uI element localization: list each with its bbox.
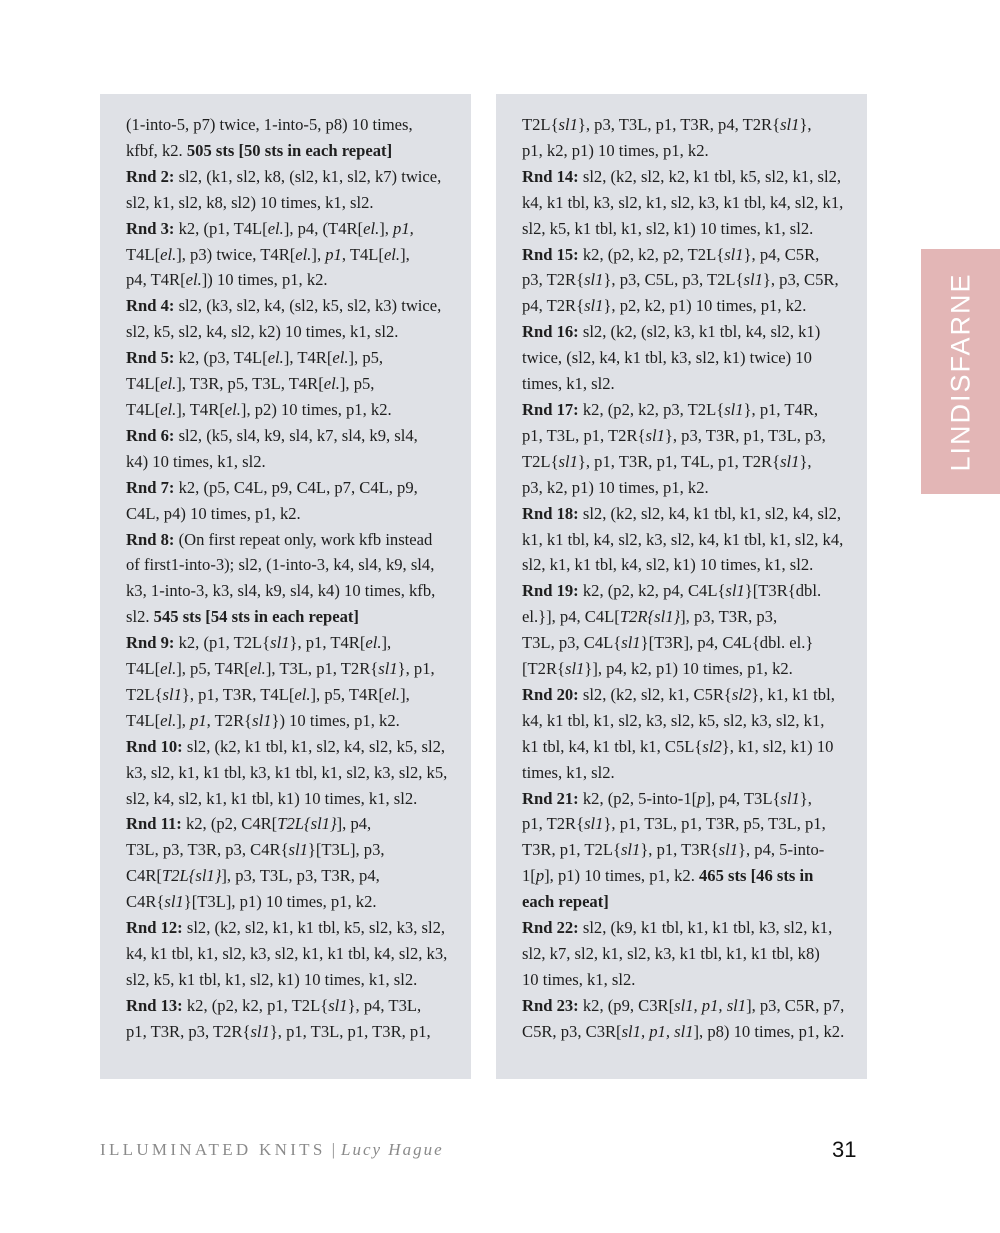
pattern-line — [522, 216, 847, 242]
pattern-line — [126, 190, 451, 216]
pattern-text: }, p4, C5R, — [743, 244, 820, 264]
pattern-line — [126, 863, 451, 889]
pattern-line — [126, 630, 451, 656]
pattern-italic-text: sl1 — [725, 581, 745, 601]
pattern-line — [126, 941, 451, 967]
pattern-line — [522, 708, 847, 734]
pattern-text: ], p4, (T4R[ — [283, 218, 364, 238]
pattern-text: k1, k1 tbl, k4, sl2, k3, sl2, k4, k1 tbl, k1, sl2, k4, — [522, 529, 844, 549]
pattern-italic-text: el. — [323, 374, 340, 394]
pattern-line — [126, 915, 451, 941]
pattern-text: T4L[ — [126, 710, 161, 730]
pattern-text: }, k1, k1 tbl, — [751, 684, 835, 704]
pattern-text: }, p3, C5L, p3, T2L{ — [603, 270, 744, 290]
pattern-text: (1-into-5, p7) twice, 1-into-5, p8) 10 times, — [126, 115, 413, 134]
pattern-line — [522, 811, 847, 837]
pattern-bold-text: Rnd 6: — [126, 425, 175, 445]
running-footer — [100, 1140, 444, 1160]
pattern-text: ], — [400, 244, 410, 264]
pattern-text: T2L{ — [522, 451, 559, 471]
pattern-line — [126, 267, 451, 293]
pattern-text: p1, k2, p1) 10 times, p1, k2. — [522, 140, 709, 160]
pattern-bold-text: Rnd 21: — [522, 788, 579, 808]
pattern-text: k2, (p1, T4L[ — [174, 218, 268, 238]
footer-author: Lucy Hague — [341, 1140, 444, 1159]
pattern-text: T3L, p3, T3R, p3, C4R{ — [126, 840, 289, 860]
pattern-text: ], p4, T3L{ — [705, 788, 781, 808]
pattern-text: k2, (p5, C4L, p9, C4L, p7, C4L, p9, — [174, 477, 418, 497]
pattern-text: ], p5, T4R[ — [176, 659, 250, 679]
pattern-text: k2, (p9, C3R[ — [578, 995, 675, 1015]
pattern-text: ], T3R, p5, T3L, T4R[ — [176, 374, 324, 394]
pattern-line — [522, 293, 847, 319]
pattern-italic-text: sl1 — [743, 270, 763, 290]
pattern-line — [522, 397, 847, 423]
pattern-text: sl2, k1, sl2, k8, sl2) 10 times, k1, sl2. — [126, 192, 374, 212]
pattern-text: ], p1) 10 times, p1, k2. — [544, 866, 699, 886]
pattern-text: }, p3, T3L, p1, T3R, p4, T2R{ — [577, 115, 781, 134]
pattern-italic-text: p1 — [190, 710, 207, 730]
pattern-text: k2, (p2, k2, p4, C4L{ — [578, 581, 726, 601]
pattern-text: ], — [176, 710, 191, 730]
pattern-text: k2, (p2, C4R[ — [181, 814, 278, 834]
pattern-italic-text: el. — [160, 374, 177, 394]
pattern-italic-text: sl1 — [584, 270, 604, 290]
pattern-italic-text: el. — [363, 218, 380, 238]
pattern-bold-text: Rnd 22: — [522, 918, 579, 938]
pattern-bold-text: Rnd 16: — [522, 322, 579, 342]
pattern-text: sl2, (k9, k1 tbl, k1, k1 tbl, k3, sl2, k1, — [578, 918, 833, 938]
pattern-text: k2, (p1, T2L{ — [174, 633, 271, 653]
pattern-line — [522, 267, 847, 293]
pattern-italic-text: el. — [365, 633, 382, 653]
pattern-text: }, p3, T3R, p1, T3L, p3, — [664, 425, 826, 445]
pattern-line — [126, 345, 451, 371]
pattern-text: T3L, p3, C4L{ — [522, 633, 622, 653]
pattern-text: sl2, (k2, sl2, k1, C5R{ — [578, 684, 732, 704]
pattern-line — [126, 786, 451, 812]
pattern-line — [522, 190, 847, 216]
pattern-text: }[T3L], p1) 10 times, p1, k2. — [183, 892, 377, 912]
pattern-line — [126, 993, 451, 1019]
pattern-text: }, p1, T3R, T4L[ — [181, 684, 295, 704]
pattern-line — [126, 501, 451, 527]
pattern-italic-text: el. — [267, 348, 284, 368]
pattern-line — [126, 708, 451, 734]
pattern-bold-text: Rnd 14: — [522, 166, 579, 186]
page-number: 31 — [832, 1137, 857, 1162]
pattern-text: }[T3L], p3, — [307, 840, 385, 860]
pattern-text: T3R, p1, T2L{ — [522, 840, 621, 860]
pattern-line — [522, 786, 847, 812]
pattern-text: of first1-into-3); sl2, (1-into-3, k4, sl4, k9, sl4, — [126, 555, 435, 575]
pattern-bold-text: Rnd 4: — [126, 296, 175, 316]
pattern-line — [522, 501, 847, 527]
pattern-text: }, k1, sl2, k1) 10 — [721, 736, 834, 756]
pattern-text: p3, T2R{ — [522, 270, 585, 290]
pattern-italic-text: sl1 — [621, 633, 641, 653]
pattern-italic-text: p — [697, 788, 706, 808]
pattern-line — [126, 811, 451, 837]
pattern-bold-text: 465 sts [46 sts in — [699, 866, 814, 886]
pattern-line — [522, 345, 847, 371]
pattern-bold-text: Rnd 19: — [522, 581, 579, 601]
chapter-side-tab-label: LINDISFARNE — [945, 271, 975, 472]
pattern-text: ], — [381, 633, 392, 653]
pattern-line — [126, 138, 451, 164]
pattern-text: 1[ — [522, 866, 536, 886]
pattern-bold-text: Rnd 7: — [126, 477, 175, 497]
pattern-text: k2, (p2, k2, p1, T2L{ — [182, 995, 329, 1015]
pattern-text: sl2, (k1, sl2, k8, (sl2, k1, sl2, k7) twice, — [174, 166, 442, 186]
pattern-text: }, p4, T3L, — [347, 995, 422, 1015]
pattern-line — [126, 164, 451, 190]
pattern-text: times, k1, sl2. — [522, 374, 615, 394]
pattern-text: }) 10 times, p1, k2. — [271, 710, 400, 730]
pattern-line — [126, 397, 451, 423]
pattern-text: k1 tbl, k4, k1 tbl, k1, C5L{ — [522, 736, 703, 756]
pattern-italic-text: sl1 — [565, 659, 585, 679]
pattern-text: sl2, (k2, (sl2, k3, k1 tbl, k4, sl2, k1) — [578, 322, 821, 342]
pattern-italic-text: sl2 — [702, 736, 722, 756]
pattern-bold-text: Rnd 9: — [126, 633, 175, 653]
pattern-line — [126, 889, 451, 915]
pattern-italic-text: sl1 — [252, 710, 272, 730]
pattern-line — [522, 889, 847, 915]
pattern-italic-text: sl1 — [724, 244, 744, 264]
pattern-italic-text: sl1 — [780, 115, 800, 134]
pattern-text: }], p4, k2, p1) 10 times, p1, k2. — [584, 659, 793, 679]
pattern-text: k4, k1 tbl, k3, sl2, k1, sl2, k3, k1 tbl, k4, sl2, k1, — [522, 192, 844, 212]
pattern-text: ], T4R[ — [283, 348, 333, 368]
pattern-line — [126, 578, 451, 604]
pattern-text: , T4L[ — [341, 244, 384, 264]
pattern-line — [126, 682, 451, 708]
pattern-line — [126, 449, 451, 475]
pattern-line — [522, 837, 847, 863]
pattern-text: }, p1, T3R{ — [640, 840, 719, 860]
pattern-text: (On first repeat only, work kfb instead — [174, 529, 433, 549]
pattern-text: p4, T4R[ — [126, 270, 186, 290]
pattern-text: C4R[ — [126, 866, 162, 886]
pattern-line — [126, 604, 451, 630]
pattern-italic-text: sl1 — [724, 399, 744, 419]
pattern-italic-text: p1 — [325, 244, 342, 264]
pattern-italic-text: el. — [160, 659, 177, 679]
pattern-text: T4L[ — [126, 374, 161, 394]
pattern-text: }, p1, T4R, — [743, 399, 819, 419]
pattern-text: }, — [799, 115, 812, 134]
pattern-line — [126, 242, 451, 268]
pattern-italic-text: sl1 — [780, 788, 800, 808]
pattern-line — [522, 552, 847, 578]
pattern-bold-text: Rnd 5: — [126, 348, 175, 368]
pattern-text: ], p5, — [339, 374, 375, 394]
pattern-text: ], — [311, 244, 326, 264]
pattern-text: sl2, (k2, sl2, k1, k1 tbl, k5, sl2, k3, sl2, — [182, 918, 446, 938]
pattern-text: kfbf, k2. — [126, 140, 187, 160]
pattern-line — [522, 475, 847, 501]
pattern-text: T2L{ — [522, 115, 559, 134]
pattern-text: C5R, p3, C3R[ — [522, 1021, 622, 1041]
pattern-text: ]) 10 times, p1, k2. — [201, 270, 328, 290]
pattern-italic-text: el. — [332, 348, 349, 368]
pattern-text: , T2R{ — [206, 710, 253, 730]
pattern-italic-text: el. — [160, 244, 177, 264]
pattern-text: ], p3, T3R, p3, — [680, 607, 778, 627]
pattern-text: }, p1, T3L, p1, T3R, p1, — [269, 1021, 431, 1041]
pattern-italic-text: sl1 — [780, 451, 800, 471]
pattern-italic-text: el. — [295, 244, 312, 264]
pattern-italic-text: el. — [224, 399, 241, 419]
pattern-line — [522, 993, 847, 1019]
pattern-italic-text: el. — [294, 684, 311, 704]
pattern-italic-text: sl1 — [164, 892, 184, 912]
pattern-text: sl2, k5, k1 tbl, k1, sl2, k1) 10 times, k1, sl2. — [522, 218, 814, 238]
pattern-line — [126, 760, 451, 786]
pattern-text: sl2, (k5, sl4, k9, sl4, k7, sl4, k9, sl4, — [174, 425, 418, 445]
pattern-italic-text: sl1 — [620, 840, 641, 860]
pattern-text: ], T4R[ — [176, 399, 225, 419]
pattern-italic-text: T2L{sl1} — [161, 866, 222, 886]
pattern-text: }, p1, T4R[ — [289, 633, 366, 653]
pattern-line — [126, 319, 451, 345]
pattern-line — [126, 967, 451, 993]
pattern-italic-text: sl2 — [731, 684, 752, 704]
pattern-italic-text: sl1 — [250, 1021, 270, 1041]
right-pattern-column — [496, 94, 867, 1079]
pattern-italic-text: el. — [383, 684, 401, 704]
pattern-line — [126, 112, 451, 138]
pattern-italic-text: el. — [267, 218, 284, 238]
pattern-text: sl2, (k2, sl2, k2, k1 tbl, k5, sl2, k1, sl2, — [578, 166, 842, 186]
pattern-text: }[T3R{dbl. — [744, 581, 822, 601]
pattern-bold-text: Rnd 20: — [522, 684, 579, 704]
pattern-text: k2, (p3, T4L[ — [174, 348, 268, 368]
pattern-line — [522, 319, 847, 345]
pattern-text: ], p5, — [348, 348, 384, 368]
pattern-text: k4) 10 times, k1, sl2. — [126, 451, 266, 471]
pattern-bold-text: Rnd 15: — [522, 244, 579, 264]
pattern-text: }, p2, k2, p1) 10 times, p1, k2. — [603, 296, 807, 316]
pattern-text: times, k1, sl2. — [522, 762, 615, 782]
pattern-line — [522, 863, 847, 889]
pattern-text: k3, 1-into-3, k3, sl4, k9, sl4, k4) 10 times, kfb, — [126, 581, 436, 601]
pattern-bold-text: Rnd 18: — [522, 503, 579, 523]
chapter-side-tab — [921, 249, 1000, 494]
pattern-text: }[T3R], p4, C4L{dbl. el.} — [640, 633, 814, 653]
pattern-text: sl2, k4, sl2, k1, k1 tbl, k1) 10 times, k1, sl2. — [126, 788, 418, 808]
pattern-text: sl2, k5, sl2, k4, sl2, k2) 10 times, k1, sl2. — [126, 322, 399, 342]
pattern-italic-text: el. — [383, 244, 401, 264]
pattern-line — [126, 552, 451, 578]
pattern-text: }, p1, T3R, p1, T4L, p1, T2R{ — [577, 451, 781, 471]
pattern-text: T4L[ — [126, 399, 161, 419]
pattern-line — [522, 578, 847, 604]
pattern-italic-text: el. — [249, 659, 266, 679]
pattern-italic-text: el. — [160, 399, 177, 419]
pattern-text: el.}], p4, C4L[ — [522, 607, 620, 627]
pattern-text: }, p4, 5-into- — [738, 840, 825, 860]
pattern-italic-text: T2R{sl1} — [619, 607, 681, 627]
pattern-text: k2, (p2, k2, p2, T2L{ — [578, 244, 725, 264]
footer-separator: | — [331, 1140, 336, 1159]
pattern-italic-text: sl1 — [584, 296, 604, 316]
pattern-bold-text: Rnd 17: — [522, 399, 579, 419]
pattern-line — [522, 138, 847, 164]
pattern-bold-text: 545 sts [54 sts in each repeat] — [153, 607, 359, 627]
pattern-italic-text: sl1 — [328, 995, 348, 1015]
pattern-text: ], p4, — [336, 814, 372, 834]
pattern-text: }, — [799, 451, 812, 471]
pattern-text: p1, T3L, p1, T2R{ — [522, 425, 646, 445]
pattern-bold-text: Rnd 11: — [126, 814, 182, 834]
pattern-text: ], p3, T3L, p3, T3R, p4, — [221, 866, 380, 886]
pattern-text: sl2, k1, k1 tbl, k4, sl2, k1) 10 times, k1, sl2. — [522, 555, 814, 575]
pattern-line — [126, 527, 451, 553]
pattern-line — [522, 967, 847, 993]
pattern-italic-text: T2L{sl1} — [277, 814, 337, 834]
pattern-text: T4L[ — [126, 659, 161, 679]
pattern-text: }, p1, — [397, 659, 435, 679]
pattern-italic-text: sl1 — [584, 814, 604, 834]
pattern-line — [126, 423, 451, 449]
pattern-text: ], T3L, p1, T2R{ — [265, 659, 379, 679]
pattern-text: twice, (sl2, k4, k1 tbl, k3, sl2, k1) twice) 10 — [522, 348, 812, 368]
pattern-line — [522, 656, 847, 682]
pattern-italic-text: sl1 — [558, 451, 578, 471]
pattern-line — [522, 682, 847, 708]
pattern-line — [522, 604, 847, 630]
pattern-text: p1, T2R{ — [522, 814, 585, 834]
pattern-italic-text: sl1 — [558, 115, 578, 134]
pattern-text: T4L[ — [126, 244, 161, 264]
pattern-line — [522, 527, 847, 553]
pattern-text: sl2. — [126, 607, 154, 627]
pattern-italic-text: sl1 — [162, 684, 182, 704]
pattern-text: sl2, (k3, sl2, k4, (sl2, k5, sl2, k3) twice, — [174, 296, 442, 316]
pattern-bold-text: Rnd 8: — [126, 529, 175, 549]
pattern-text: p3, k2, p1) 10 times, p1, k2. — [522, 477, 709, 497]
pattern-text: ], p2) 10 times, p1, k2. — [240, 399, 392, 419]
pattern-line — [126, 656, 451, 682]
pattern-line — [126, 293, 451, 319]
pattern-bold-text: Rnd 12: — [126, 918, 183, 938]
pattern-text: sl2, (k2, k1 tbl, k1, sl2, k4, sl2, k5, sl2, — [182, 736, 446, 756]
pattern-bold-text: each repeat] — [522, 892, 609, 912]
pattern-text: [T2R{ — [522, 659, 565, 679]
pattern-text: C4L, p4) 10 times, p1, k2. — [126, 503, 301, 523]
pattern-text: sl2, (k2, sl2, k4, k1 tbl, k1, sl2, k4, sl2, — [578, 503, 842, 523]
pattern-italic-text: sl1 — [718, 840, 739, 860]
pattern-italic-text: p1, — [393, 218, 414, 238]
pattern-line — [522, 630, 847, 656]
pattern-line — [126, 371, 451, 397]
pattern-text: ], — [379, 218, 394, 238]
pattern-bold-text: Rnd 3: — [126, 218, 175, 238]
pattern-bold-text: Rnd 23: — [522, 995, 579, 1015]
pattern-text: p1, T3R, p3, T2R{ — [126, 1021, 251, 1041]
pattern-line — [126, 475, 451, 501]
pattern-text: k4, k1 tbl, k1, sl2, k3, sl2, k1, k1 tbl, k4, sl2, k3, — [126, 944, 448, 963]
pattern-italic-text: el. — [185, 270, 202, 290]
pattern-text: ], p5, T4R[ — [310, 684, 384, 704]
pattern-italic-text: sl1 — [270, 633, 290, 653]
pattern-text: T2L{ — [126, 684, 163, 704]
pattern-line — [522, 915, 847, 941]
pattern-text: ], p3, C5R, p7, — [746, 995, 845, 1015]
pattern-italic-text: sl1, p1, sl1 — [621, 1021, 694, 1041]
pattern-line — [522, 449, 847, 475]
pattern-line — [522, 371, 847, 397]
pattern-text: k3, sl2, k1, k1 tbl, k3, k1 tbl, k1, sl2, k3, sl2, k5, — [126, 762, 448, 782]
pattern-bold-text: Rnd 2: — [126, 166, 175, 186]
pattern-line — [522, 734, 847, 760]
pattern-line — [522, 242, 847, 268]
pattern-line — [126, 837, 451, 863]
pattern-bold-text: 505 sts [50 sts in each repeat] — [186, 140, 393, 160]
pattern-text: C4R{ — [126, 892, 165, 912]
pattern-text: sl2, k5, k1 tbl, k1, sl2, k1) 10 times, k1, sl2. — [126, 969, 418, 989]
pattern-line — [522, 423, 847, 449]
pattern-text: ], p8) 10 times, p1, k2. — [693, 1021, 845, 1041]
pattern-italic-text: sl1 — [288, 840, 308, 860]
pattern-text: k2, (p2, 5-into-1[ — [578, 788, 698, 808]
pattern-line — [126, 1019, 451, 1045]
pattern-text: ], p3) twice, T4R[ — [176, 244, 296, 264]
pattern-line — [522, 760, 847, 786]
pattern-italic-text: sl1, p1, sl1 — [674, 995, 747, 1015]
pattern-text: p4, T2R{ — [522, 296, 585, 316]
pattern-line — [126, 216, 451, 242]
pattern-line — [522, 112, 847, 138]
pattern-bold-text: Rnd 10: — [126, 736, 183, 756]
pattern-text: ], — [400, 684, 410, 704]
left-pattern-column — [100, 94, 471, 1079]
pattern-line — [522, 941, 847, 967]
pattern-line — [522, 1019, 847, 1045]
pattern-italic-text: sl1 — [645, 425, 665, 445]
pattern-text: }, p3, C5R, — [762, 270, 839, 290]
footer-book-title: ILLUMINATED KNITS — [100, 1140, 326, 1159]
pattern-line — [522, 164, 847, 190]
pattern-bold-text: Rnd 13: — [126, 995, 183, 1015]
pattern-italic-text: el. — [160, 710, 177, 730]
pattern-text: }, — [799, 788, 812, 808]
pattern-italic-text: p — [535, 866, 545, 886]
pattern-text: }, p1, T3L, p1, T3R, p5, T3L, p1, — [603, 814, 826, 834]
pattern-text: k4, k1 tbl, k1, sl2, k3, sl2, k5, sl2, k3, sl2, k1, — [522, 710, 825, 730]
pattern-text: k2, (p2, k2, p3, T2L{ — [578, 399, 725, 419]
pattern-line — [126, 734, 451, 760]
pattern-text: sl2, k7, sl2, k1, sl2, k3, k1 tbl, k1, k1 tbl, k8) — [522, 944, 820, 963]
pattern-italic-text: sl1 — [378, 659, 398, 679]
pattern-text: 10 times, k1, sl2. — [522, 969, 636, 989]
